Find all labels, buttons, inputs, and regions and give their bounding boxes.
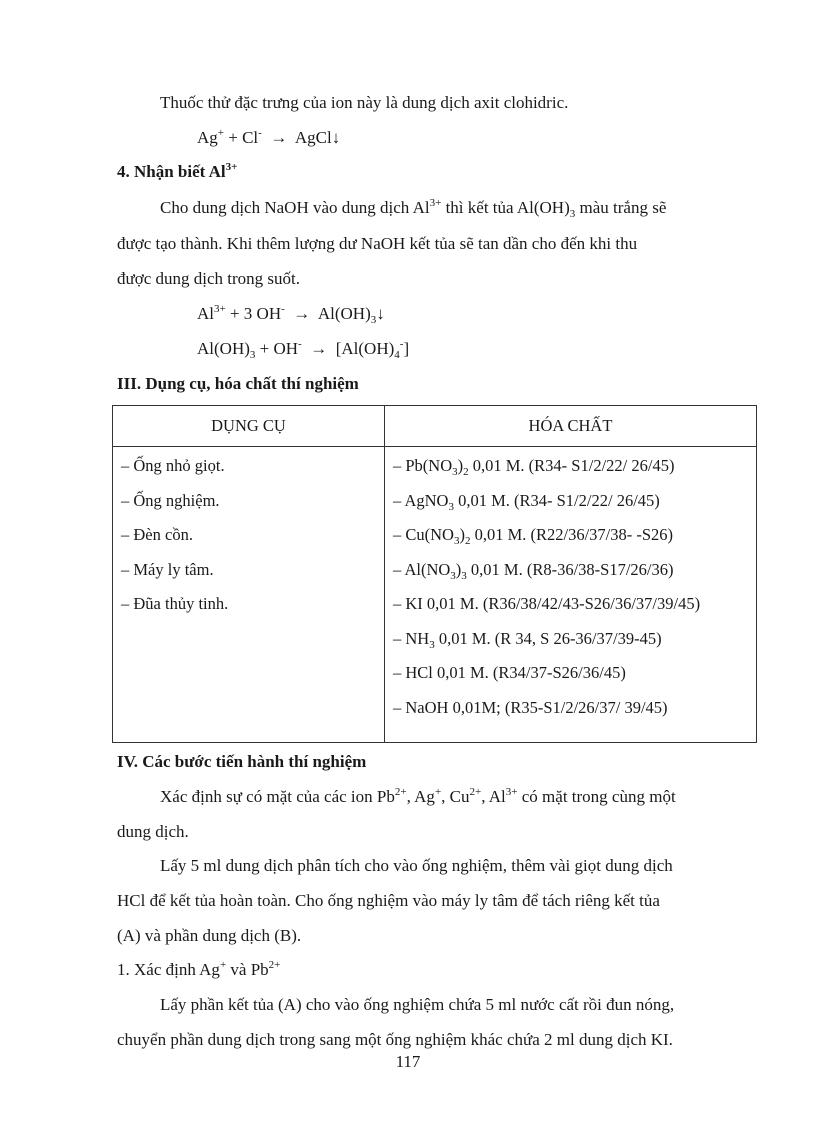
paragraph-line: chuyển phần dung dịch trong sang một ống nghiệm khác chứa 2 ml dung dịch KI. xyxy=(117,1030,673,1049)
equation-aloh3: $Al^{3+} + 3$ $OH^- \to Al(OH)_3↓$ xyxy=(197,303,385,326)
paragraph-line: được dung dịch trong suốt. xyxy=(117,269,300,288)
list-item: – $Cu(NO_3)_2$ 0,01 M. (R22/36/37/38- -S26) xyxy=(393,525,674,547)
table-header-chemicals: HÓA CHẤT xyxy=(385,406,757,447)
paragraph-line: Lấy 5 ml dung dịch phân tích cho vào ống nghiệm, thêm vài giọt dung dịch xyxy=(160,856,673,875)
table-body-row xyxy=(113,447,757,743)
paragraph-line: (A) và phần dung dịch (B). xyxy=(117,926,302,945)
list-item: – AgNO$_3$ 0,01 M. (R34- S1/2/22/ 26/45) xyxy=(393,490,660,513)
paragraph-line: dung dịch. xyxy=(117,822,189,841)
list-item: – Máy ly tâm. xyxy=(121,559,214,579)
section-heading-iv: IV. Các bước tiến hành thí nghiệm xyxy=(117,752,367,771)
equipment-chemicals-table xyxy=(112,405,757,743)
paragraph-line: Lấy phần kết tủa (A) cho vào ống nghiệm chứa 5 ml nước cất rồi đun nóng, xyxy=(160,995,675,1014)
list-item: – Ống nhỏ giọt. xyxy=(121,456,225,475)
paragraph-line: Cho dung dịch NaOH vào dung dịch $Al^{3+}$ thì kết tủa $Al(OH)_3$ màu trắng sẽ xyxy=(160,197,667,220)
paragraph-line: được tạo thành. Khi thêm lượng dư NaOH kết tủa sẽ tan dần cho đến khi thu xyxy=(117,234,638,253)
section-heading-al: 4. Nhận biết $Al^{3+}$ xyxy=(117,161,238,181)
subsection-heading: 1. Xác định Ag+ và $Pb^{2+}$ xyxy=(117,959,281,979)
chemicals-cell xyxy=(385,447,757,743)
list-item: – Đũa thủy tinh. xyxy=(121,594,229,613)
list-item: – KI 0,01 M. (R36/38/42/43-S26/36/37/39/45) xyxy=(393,594,701,613)
list-item: – $Al(NO_3)_3$ 0,01 M. (R8-36/38-S17/26/36) xyxy=(393,559,674,582)
paragraph-line: HCl để kết tủa hoàn toàn. Cho ống nghiệm vào máy ly tâm để tách riêng kết tủa xyxy=(117,891,660,910)
page-number: 117 xyxy=(395,1052,421,1071)
list-item: – $NH_3$ 0,01 M. (R 34, S 26-36/37/39-45) xyxy=(393,628,662,651)
list-item: – Đèn cồn. xyxy=(121,525,193,544)
table-header-row xyxy=(113,406,757,447)
list-item: – HCl 0,01 M. (R34/37-S26/36/45) xyxy=(393,663,626,682)
list-item: – $Pb(NO_3)_2$ 0,01 M. (R34- S1/2/22/ 26/45) xyxy=(393,456,675,478)
list-item: – NaOH 0,01M; (R35-S1/2/26/37/ 39/45) xyxy=(393,697,668,717)
equation-aloh4: $Al(OH)_3 + OH^- \to [Al(OH)_4^-]$ xyxy=(197,338,410,361)
section-heading-iii: III. Dụng cụ, hóa chất thí nghiệm xyxy=(117,374,359,393)
table-header-equipment: DỤNG CỤ xyxy=(113,406,385,447)
paragraph-line: Xác định sự có mặt của các ion $Pb^{2+}$, Ag+, $Cu^{2+}$, $Al^{3+}$ có mặt trong cùng một xyxy=(160,786,676,806)
equation-agcl: Ag+ + Cl- → AgCl↓ xyxy=(197,127,341,147)
list-item: – Ống nghiệm. xyxy=(121,490,220,510)
equipment-cell xyxy=(113,447,385,743)
reagent-line: Thuốc thử đặc trưng của ion này là dung dịch axit clohidric. xyxy=(160,93,569,112)
